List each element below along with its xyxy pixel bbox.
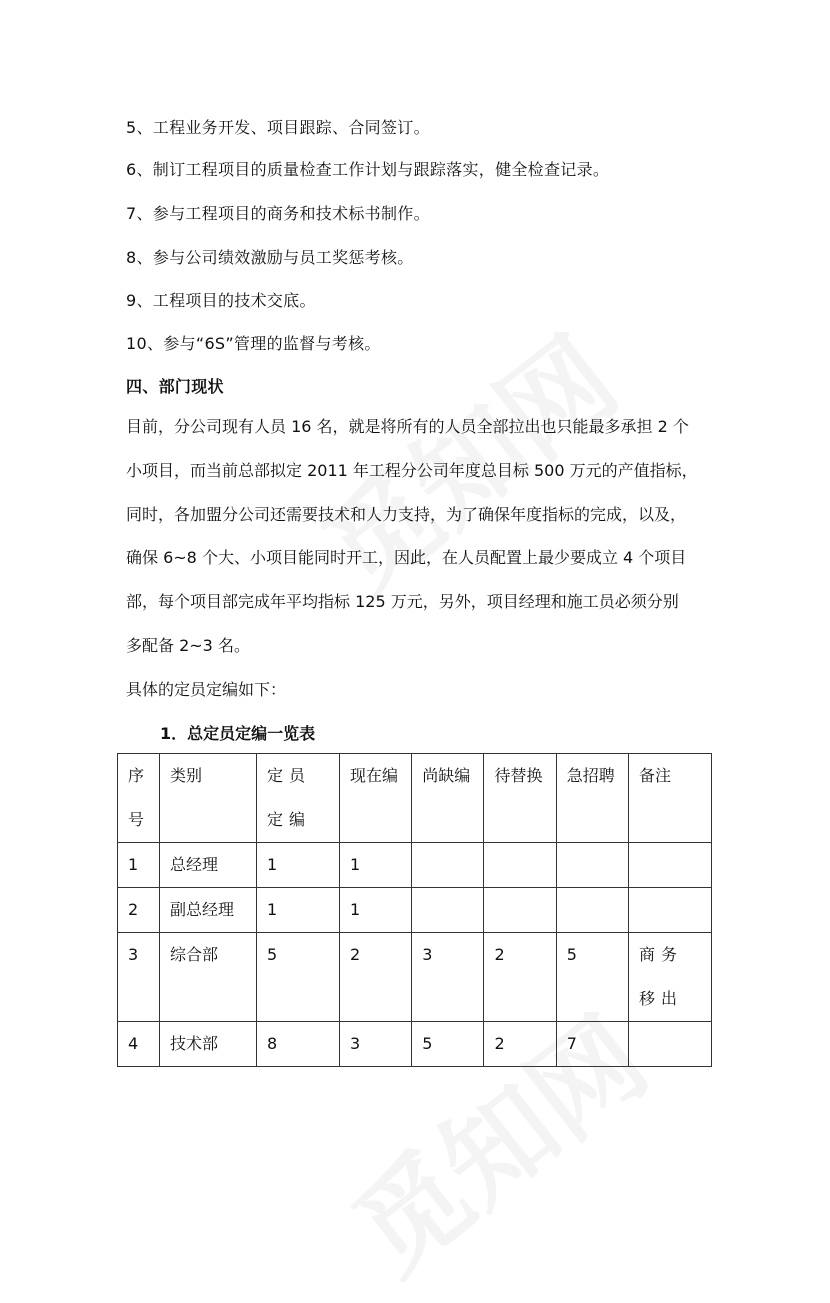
table-cell: 综合部	[159, 933, 256, 1022]
status-paragraph	[126, 405, 716, 712]
table-header-row	[118, 754, 712, 843]
table-row	[118, 1022, 712, 1067]
table-cell	[412, 843, 484, 888]
table-cell: 1	[256, 843, 339, 888]
table-cell: 8	[256, 1022, 339, 1067]
table-cell: 7	[556, 1022, 628, 1067]
table-cell: 5	[412, 1022, 484, 1067]
table-cell: 3	[339, 1022, 411, 1067]
table-cell: 5	[256, 933, 339, 1022]
table-cell: 技术部	[159, 1022, 256, 1067]
paragraph-line: 小项目，而当前总部拟定 2011 年工程分公司年度总目标 500 万元的产值指标，	[126, 460, 698, 480]
paragraph-line: 多配备 2~3 名。	[126, 635, 250, 655]
list-item-5: 5、工程业务开发、项目跟踪、合同签订。	[126, 118, 430, 137]
table-title: 1．总定员定编一览表	[160, 724, 316, 743]
paragraph-line: 同时，各加盟分公司还需要技术和人力支持，为了确保年度指标的完成，以及，	[126, 504, 687, 524]
header-cell: 现在编	[339, 754, 411, 843]
table-cell: 3	[412, 933, 484, 1022]
table-cell	[628, 843, 711, 888]
header-cell: 序号	[118, 754, 160, 843]
table-cell	[412, 888, 484, 933]
header-cell: 类别	[159, 754, 256, 843]
section-heading: 四、部门现状	[126, 377, 224, 396]
paragraph-line: 部，每个项目部完成年平均指标 125 万元，另外，项目经理和施工员必须分别	[126, 592, 679, 612]
table-cell: 2	[339, 933, 411, 1022]
paragraph-line: 确保 6~8 个大、小项目能同时开工，因此，在人员配置上最少要成立 4 个项目	[126, 548, 687, 568]
table-cell: 副总经理	[159, 888, 256, 933]
table-cell	[628, 1022, 711, 1067]
staffing-table	[117, 753, 712, 1067]
table-row	[118, 843, 712, 888]
header-cell: 急招聘	[556, 754, 628, 843]
table-cell	[484, 843, 556, 888]
list-item-8: 8、参与公司绩效激励与员工奖惩考核。	[126, 248, 414, 267]
header-cell: 备注	[628, 754, 711, 843]
list-item-7: 7、参与工程项目的商务和技术标书制作。	[126, 204, 430, 223]
table-cell: 4	[118, 1022, 160, 1067]
header-cell: 定员定编	[256, 754, 339, 843]
table-cell	[556, 843, 628, 888]
table-cell: 2	[484, 933, 556, 1022]
table-cell	[628, 888, 711, 933]
table-cell	[484, 888, 556, 933]
header-cell: 尚缺编	[412, 754, 484, 843]
table-row	[118, 888, 712, 933]
table-cell: 2	[118, 888, 160, 933]
list-item-10: 10、参与“6S”管理的监督与考核。	[126, 334, 381, 353]
table-cell	[556, 888, 628, 933]
table-cell: 1	[339, 843, 411, 888]
list-item-9: 9、工程项目的技术交底。	[126, 291, 316, 310]
table-cell: 3	[118, 933, 160, 1022]
table-cell: 1	[118, 843, 160, 888]
paragraph-line: 目前，分公司现有人员 16 名，就是将所有的人员全部拉出也只能最多承担 2 个	[126, 417, 689, 436]
header-cell: 待替换	[484, 754, 556, 843]
table-cell: 5	[556, 933, 628, 1022]
list-item-6: 6、制订工程项目的质量检查工作计划与跟踪落实，健全检查记录。	[126, 160, 610, 179]
table-cell: 总经理	[159, 843, 256, 888]
intro-line: 具体的定员定编如下：	[126, 679, 287, 699]
table-cell: 2	[484, 1022, 556, 1067]
table-cell: 商务移出	[628, 933, 711, 1022]
table-cell: 1	[256, 888, 339, 933]
table-row	[118, 933, 712, 1022]
table-cell: 1	[339, 888, 411, 933]
